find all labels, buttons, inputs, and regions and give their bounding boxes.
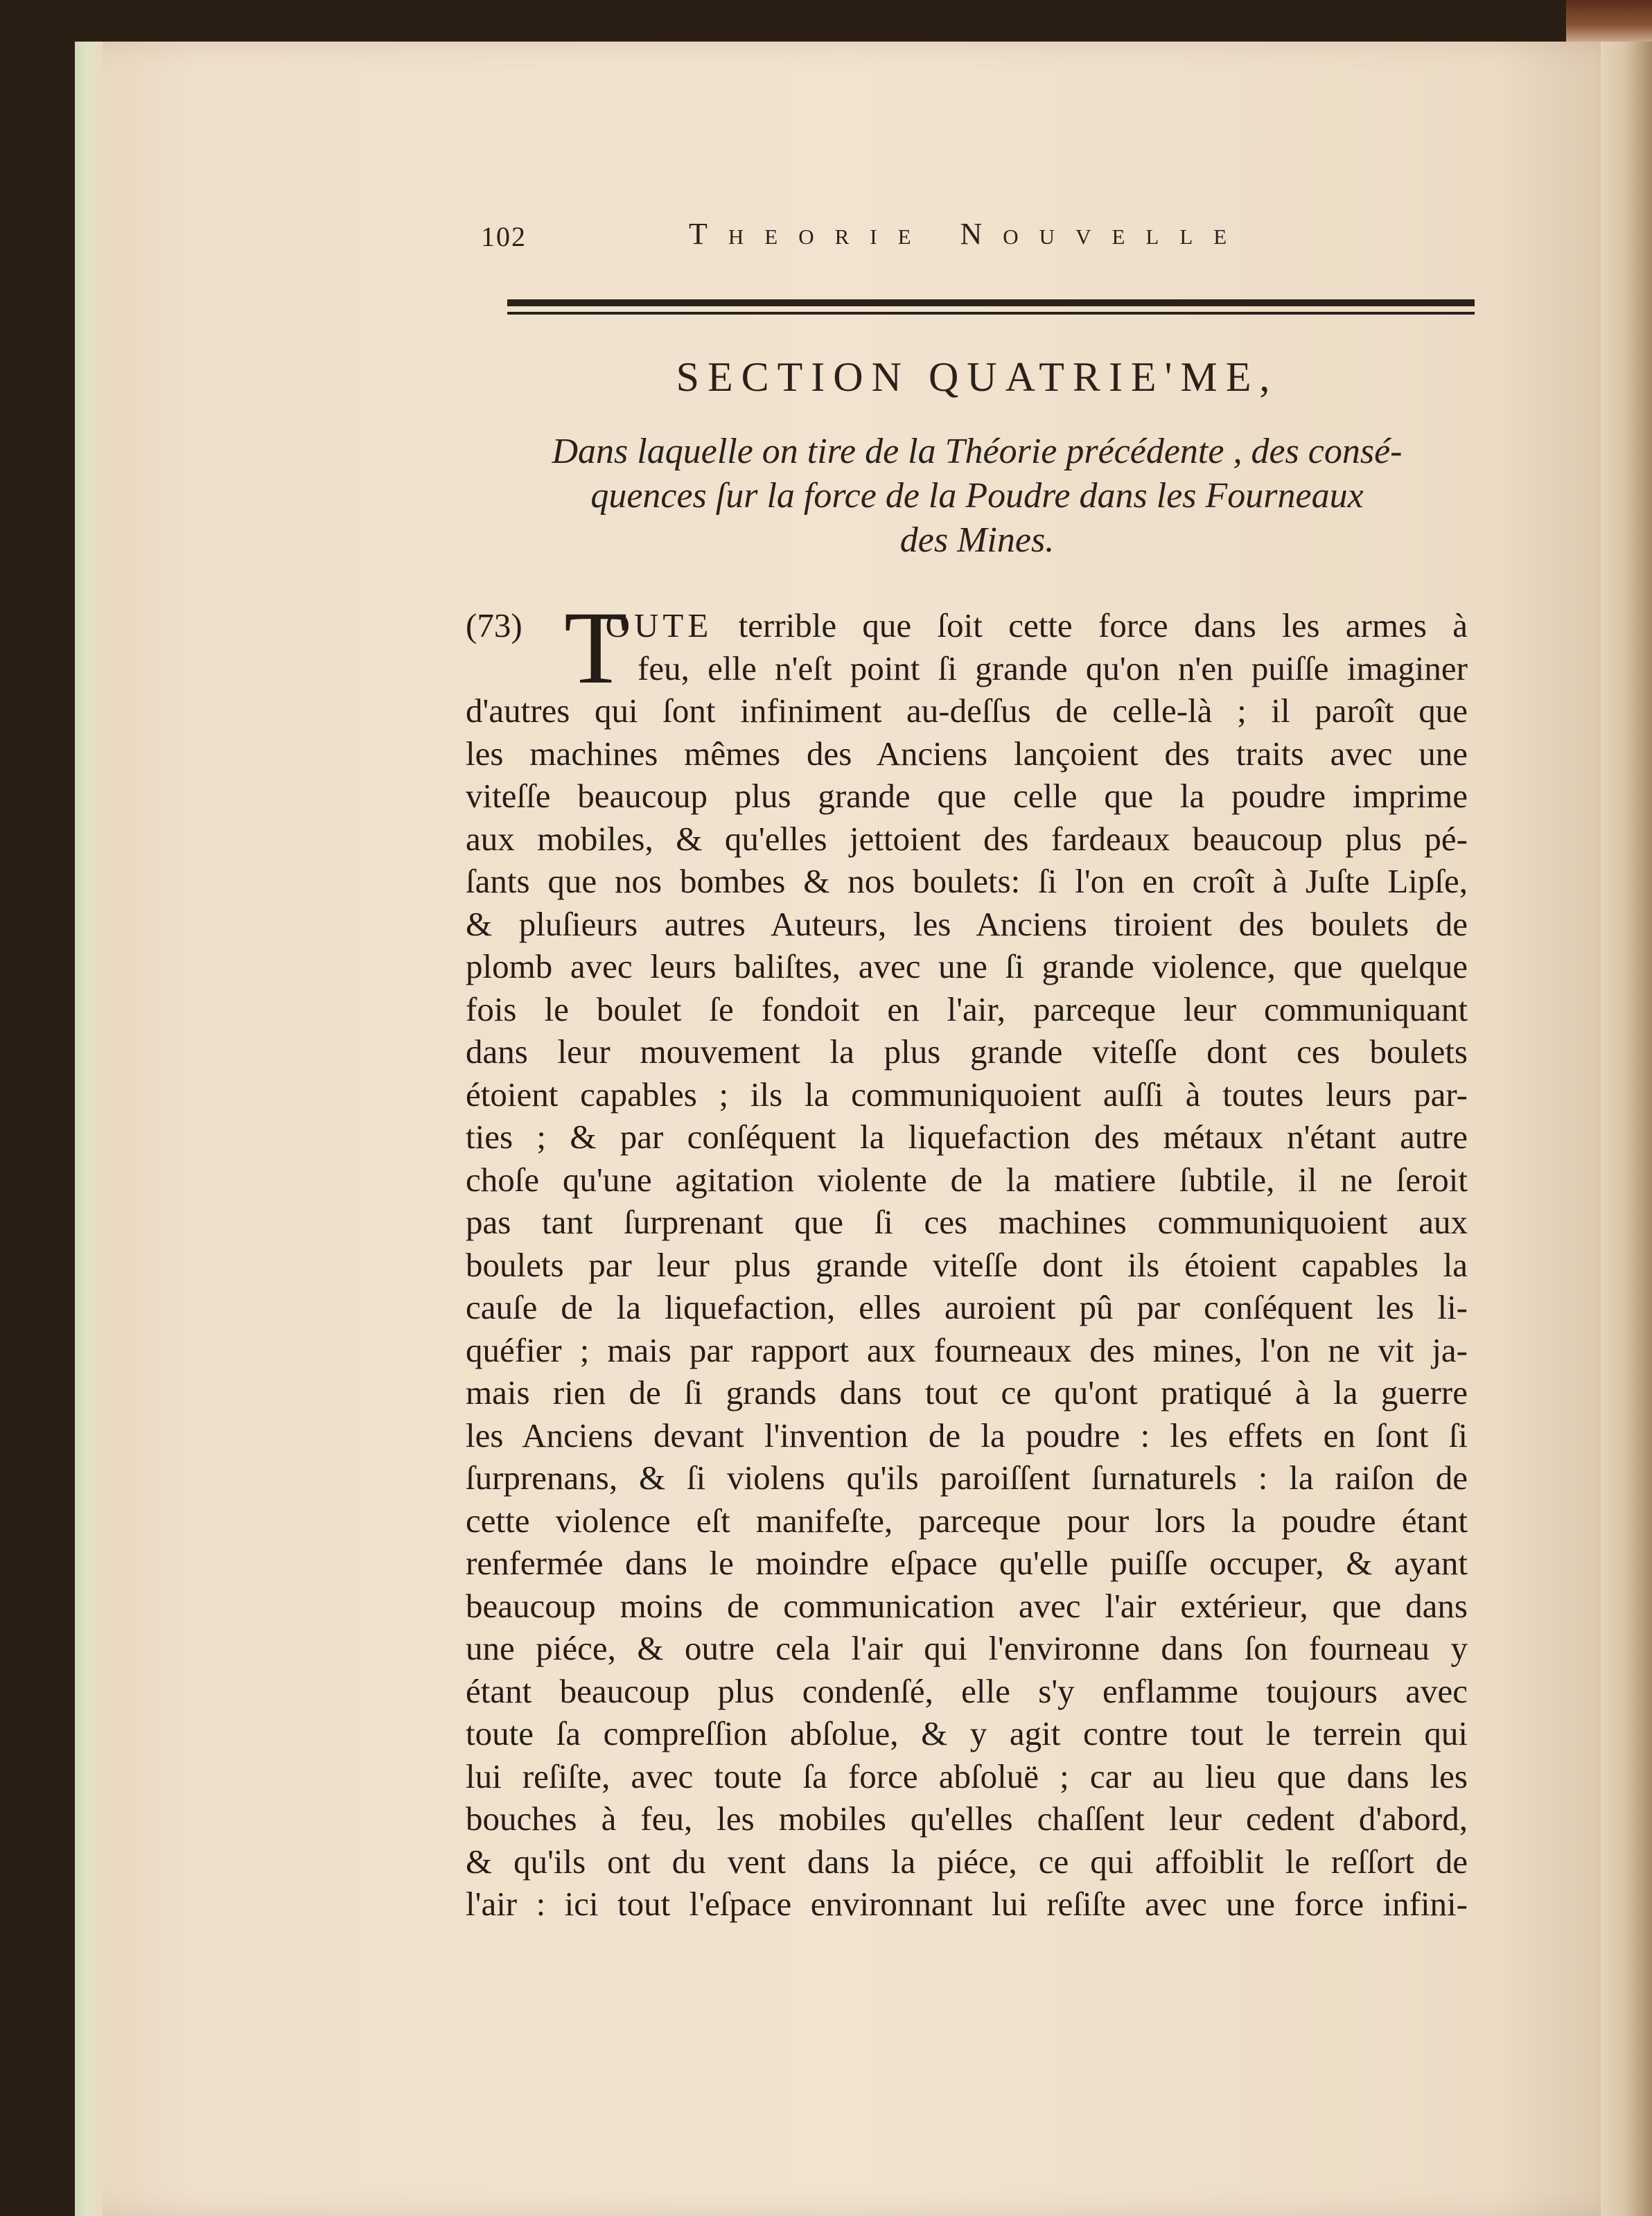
text-line: l'air : ici tout l'eſpace environnant lui reſiſte avec une force infini- (466, 1885, 1468, 1923)
book-binding (1566, 0, 1652, 42)
subtitle-line: quences ſur la force de la Poudre dans les Fourneaux (590, 476, 1364, 516)
text-line: renfermée dans le moindre eſpace qu'elle puiſſe occuper, & ayant (466, 1544, 1468, 1582)
text-line: beaucoup moins de communication avec l'air extérieur, que dans (466, 1586, 1468, 1625)
text-line: étant beaucoup plus condenſé, elle s'y enflamme toujours avec (466, 1671, 1468, 1710)
first-word: OUTE (605, 606, 713, 644)
text-line: les Anciens devant l'invention de la poudre : les effets en ſont ſi (466, 1416, 1468, 1454)
text-line: cette violence eſt manifeſte, parceque pour lors la poudre étant (466, 1501, 1468, 1540)
text-line: boulets par leur plus grande viteſſe dont ils étoient capables la (466, 1245, 1468, 1284)
drop-cap: T (564, 590, 628, 705)
text-line: & qu'ils ont du vent dans la piéce, ce qui affoiblit le reſſort de (466, 1842, 1468, 1881)
page-header (481, 217, 1479, 262)
page-number: 102 (481, 221, 527, 252)
text-line: lui reſiſte, avec toute ſa force abſoluë ; car au lieu que dans les (466, 1757, 1468, 1795)
text-line: mais rien de ſi grands dans tout ce qu'ont pratiqué à la guerre (466, 1373, 1468, 1412)
subtitle-line: des Mines. (899, 520, 1055, 560)
text-line: bouches à feu, les mobiles qu'elles chaſſent leur cedent d'abord, (466, 1800, 1468, 1838)
text-line: dans leur mouvement la plus grande viteſſe dont ces boulets (466, 1032, 1468, 1071)
subtitle-line: Dans laquelle on tire de la Théorie précédente , des consé- (552, 432, 1403, 471)
text-line: feu, elle n'eſt point ſi grande qu'on n'en puiſſe imaginer (638, 649, 1468, 687)
text-line: pas tant ſurprenant que ſi ces machines communiquoient aux (466, 1203, 1468, 1241)
text-line: d'autres qui ſont infiniment au-deſſus de celle-là ; il paroît que (466, 692, 1468, 730)
text-line: fois le boulet ſe fondoit en l'air, parceque leur communiquant (466, 990, 1468, 1028)
text-line: plomb avec leurs baliſtes, avec une ſi grande violence, que quelque (466, 947, 1468, 985)
text-line: cauſe de la liquefaction, elles auroient pû par conſéquent les li- (466, 1288, 1468, 1326)
text-line: & pluſieurs autres Auteurs, les Anciens tiroient des boulets de (466, 904, 1468, 943)
section-title: SECTION QUATRIE'ME, (676, 354, 1278, 400)
page-left-edge (75, 42, 103, 2216)
running-title: Theorie Nouvelle (689, 217, 1248, 251)
text-line: quéfier ; mais par rapport aux fourneaux des mines, l'on ne vit ja- (466, 1330, 1468, 1369)
text-line: ſants que nos bombes & nos boulets: ſi l'on en croît à Juſte Lipſe, (466, 862, 1468, 900)
text-line: ties ; & par conſéquent la liquefaction des métaux n'étant autre (466, 1118, 1468, 1156)
text-line: ſurprenans, & ſi violens qu'ils paroiſſent ſurnaturels : la raiſon de (466, 1459, 1468, 1497)
text-line: aux mobiles, & qu'elles jettoient des fardeaux beaucoup plus pé- (466, 819, 1468, 858)
section-subtitle (485, 430, 1469, 563)
text-line-content: terrible que ſoit cette force dans les armes à (712, 606, 1468, 644)
paragraph-number: (73) (466, 606, 522, 644)
text-line: viteſſe beaucoup plus grande que celle que la poudre imprime (466, 777, 1468, 815)
header-rule (507, 299, 1475, 315)
text-line: les machines mêmes des Anciens lançoient des traits avec une (466, 734, 1468, 773)
text-line: choſe qu'une agitation violente de la matiere ſubtile, il ne ſeroit (466, 1160, 1468, 1199)
text-line: une piéce, & outre cela l'air qui l'environne dans ſon fourneau y (466, 1629, 1468, 1667)
body-paragraph (466, 590, 1468, 1926)
page-right-edge (1601, 42, 1652, 2216)
text-line: toute ſa compreſſion abſolue, & y agit contre tout le terrein qui (466, 1714, 1468, 1752)
text-line: étoient capables ; ils la communiquoient auſſi à toutes leurs par- (466, 1075, 1468, 1114)
